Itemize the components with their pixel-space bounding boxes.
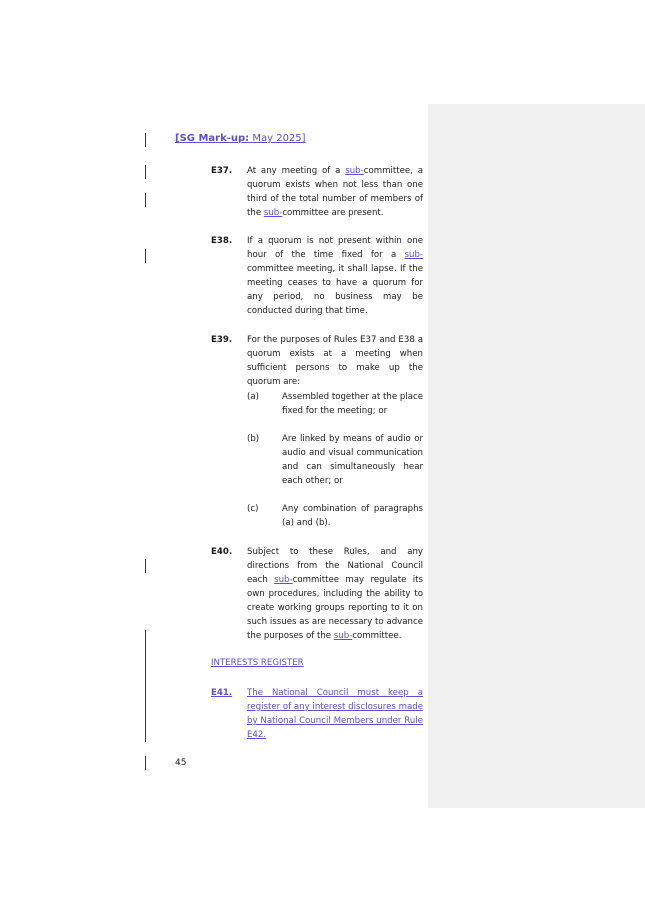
- text-run: committee may regulate its own procedures, including the ability to create working groups reporting to it on such issues as are necessary to advance the purposes of the: [247, 575, 423, 641]
- text-run: committee.: [352, 631, 402, 641]
- change-bar: [145, 559, 146, 573]
- rule-text: The National Council must keep a register of any interest disclosures made by National Council Members under Rule E42.: [247, 688, 423, 740]
- insertion: sub-: [333, 631, 353, 641]
- text-run: committee are present.: [282, 208, 384, 218]
- change-bar: [145, 193, 146, 207]
- rule-text: [247, 164, 423, 220]
- rule-e40: [211, 545, 423, 643]
- change-bar: [145, 630, 146, 742]
- markup-header-bold: [SG Mark-up:: [175, 133, 250, 144]
- paragraph-a: [247, 390, 423, 418]
- paragraph-text: Any combination of paragraphs (a) and (b).: [282, 504, 423, 528]
- rule-number: E40.: [211, 547, 233, 557]
- rule-number: E39.: [211, 335, 233, 345]
- insertion: sub-: [263, 208, 283, 218]
- paragraph-text: Are linked by means of audio or audio and visual communication and can simultaneously hear each other; or: [282, 434, 423, 486]
- rule-number: E38.: [211, 236, 233, 246]
- rule-e41: [211, 686, 423, 742]
- change-bar: [145, 165, 146, 179]
- insertion: sub-: [345, 166, 364, 176]
- text-run: Subject to these Rules, and any directions from the National Council each: [247, 547, 423, 585]
- comment-pane: [428, 104, 645, 808]
- page-number: 45: [175, 758, 187, 768]
- paragraph-c: [247, 502, 423, 530]
- insertion: sub-: [404, 250, 423, 260]
- text-run: committee meeting, it shall lapse. If the meeting ceases to have a quorum for any period, no business may be conducted during that time.: [247, 264, 423, 316]
- change-bar: [145, 249, 146, 263]
- change-bar: [145, 756, 146, 770]
- paragraph-label: (a): [247, 392, 259, 402]
- insertion: sub-: [274, 575, 293, 585]
- paragraph-label: (b): [247, 434, 260, 444]
- paragraph-label: (c): [247, 504, 259, 514]
- change-bar: [145, 133, 146, 147]
- rule-e37: [211, 164, 423, 220]
- rule-number: E37.: [211, 166, 233, 176]
- rule-text: [247, 545, 423, 643]
- rule-e38: [211, 234, 423, 318]
- rule-text: For the purposes of Rules E37 and E38 a quorum exists at a meeting when sufficient persons to make up the quorum are:: [247, 335, 423, 387]
- markup-header-date: May 2025]: [249, 133, 306, 144]
- markup-header: [175, 133, 306, 144]
- rule-number: E41.: [211, 688, 233, 698]
- paragraph-text: Assembled together at the place fixed for the meeting; or: [282, 392, 423, 416]
- text-run: At any meeting of a: [247, 166, 346, 176]
- text-run: If a quorum is not present within one hour of the time fixed for a: [247, 236, 423, 260]
- rule-text: [247, 234, 423, 318]
- rule-e39: [211, 333, 423, 389]
- section-heading: INTERESTS REGISTER: [211, 658, 304, 668]
- paragraph-b: [247, 432, 423, 488]
- text-run: committee, a quorum exists when not less than one third of the total number of members of the: [247, 166, 423, 218]
